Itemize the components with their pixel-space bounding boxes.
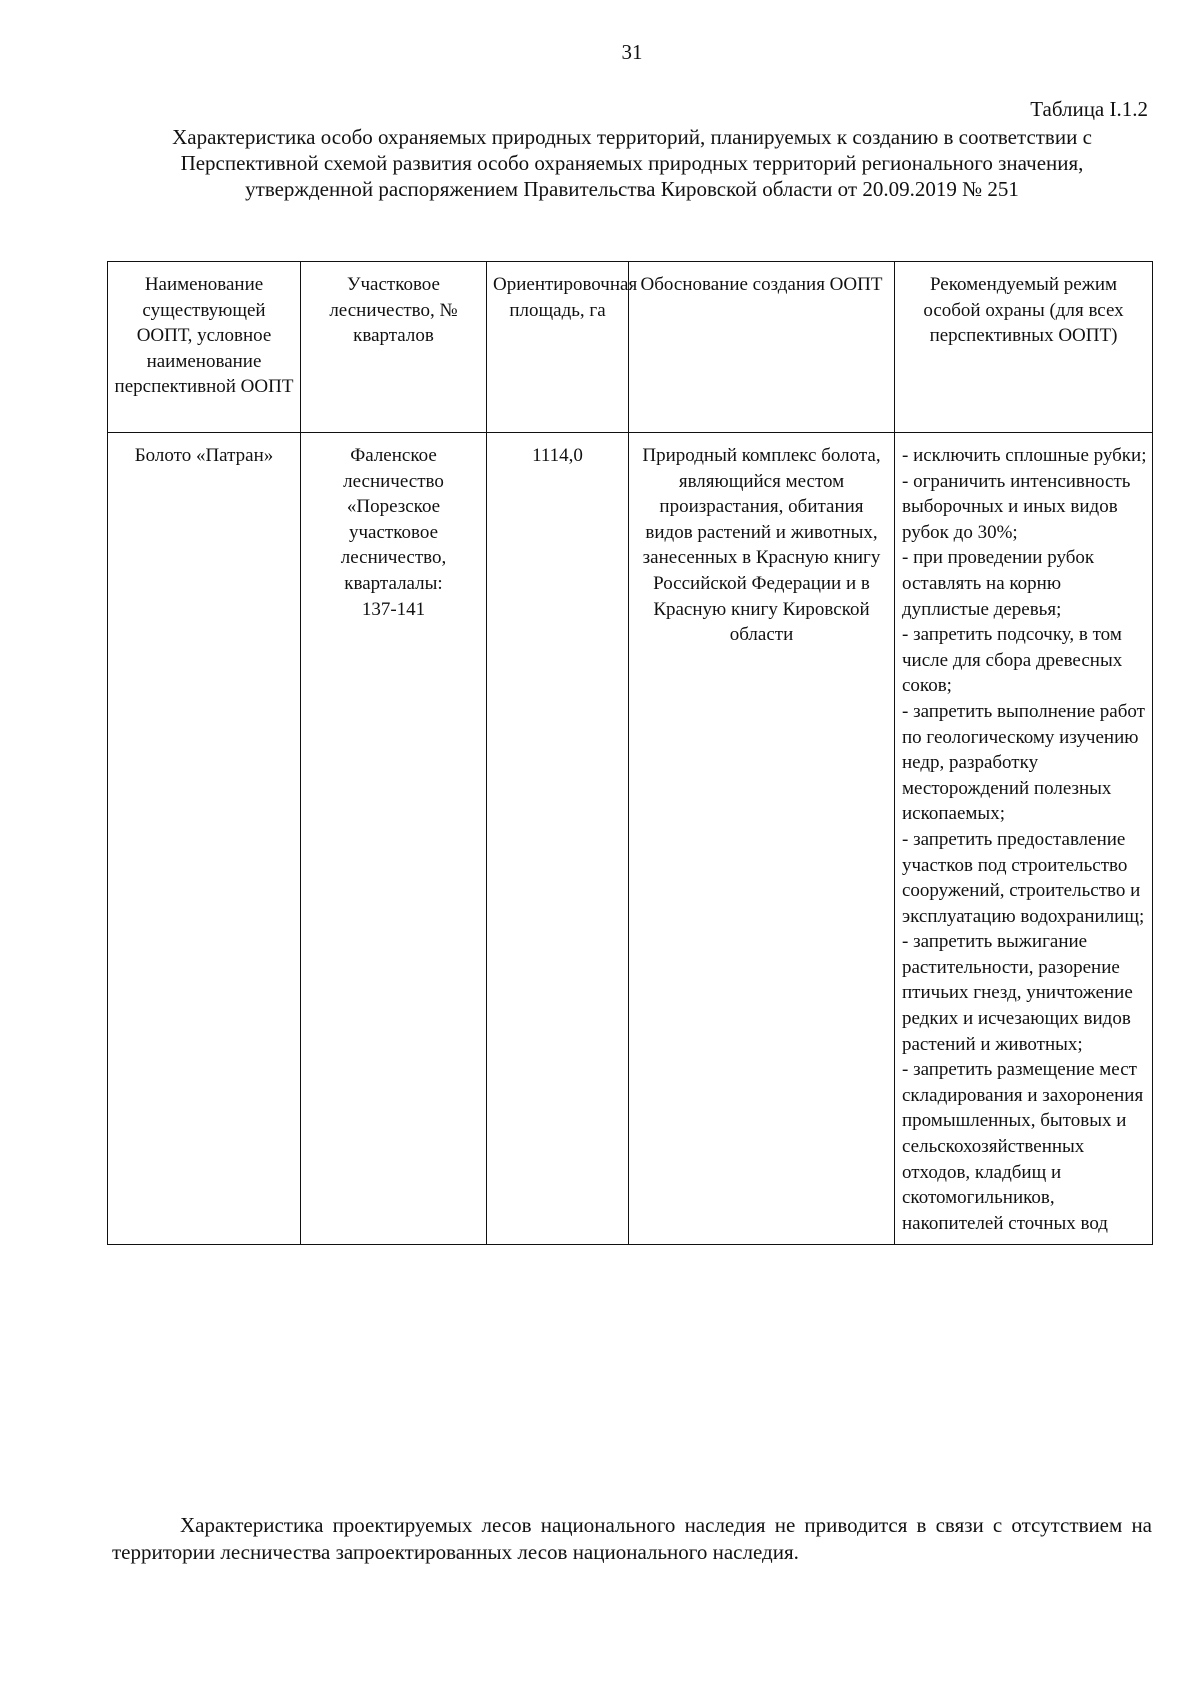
header-name: Наименование существующей ООПТ, условное наименование перспективной ООПТ (108, 262, 301, 433)
cell-justification: Природный комплекс болота, являющийся местом произрастания, обитания видов растений и животных, занесенных в Красную книгу Российской Федерации и в Красную книгу Кировской области (629, 433, 895, 1245)
cell-name: Болото «Патран» (108, 433, 301, 1245)
document-title: Характеристика особо охраняемых природных территорий, планируемых к созданию в соответствии с Перспективной схемой развития особо охраняемых природных территорий регионального значения, утвержденной распоряжением Правительства Кировской области от 20.09.2019 № 251 (172, 125, 1092, 201)
cell-regime: - исключить сплошные рубки; - ограничить интенсивность выборочных и иных видов рубок до 30%; - при проведении рубок оставлять на корню дуплистые деревья; - запретить подсочку, в том числе для сбора древесных соков; - запретить выполнение работ по геологическому изучению недр, разработку месторождений полезных ископаемых; - запретить предоставление участков под строительство сооружений, строительство и эксплуатацию водохранилищ; - запретить выжигание растительности, разорение птичьих гнезд, уничтожение редких и исчезающих видов растений и животных; - запретить размещение мест складирования и захоронения промышленных, бытовых и сельскохозяйственных отходов, кладбищ и скотомогильников, накопителей сточных вод (895, 433, 1153, 1245)
header-area: Ориентировочная площадь, га (487, 262, 629, 433)
cell-forestry: Фаленское лесничество «Порезское участковое лесничество, кварталалы: 137-141 (301, 433, 487, 1245)
table-header-row (108, 262, 1153, 433)
table-row (108, 433, 1153, 1245)
table-label: Таблица I.1.2 (1030, 97, 1148, 121)
footer-paragraph: Характеристика проектируемых лесов национального наследия не приводится в связи с отсутствием на территории лесничества запроектированных лесов национального наследия. (112, 1513, 1152, 1564)
page-number: 31 (621, 40, 643, 64)
header-regime: Рекомендуемый режим особой охраны (для всех перспективных ООПТ) (895, 262, 1153, 433)
header-justification: Обоснование создания ООПТ (629, 262, 895, 433)
header-forestry: Участковое лесничество, № кварталов (301, 262, 487, 433)
protected-areas-table (107, 261, 1153, 1245)
cell-area: 1114,0 (487, 433, 629, 1245)
